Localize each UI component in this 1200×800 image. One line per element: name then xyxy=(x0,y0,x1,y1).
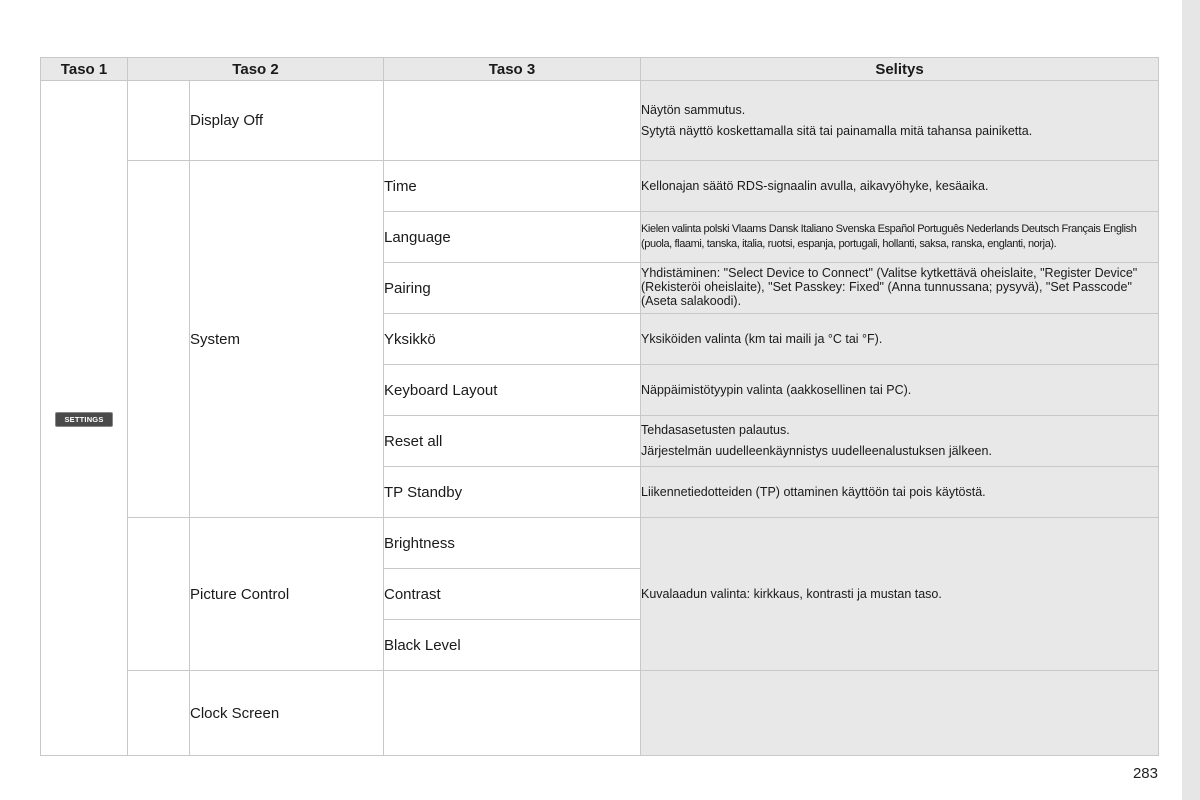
desc-display-off xyxy=(641,81,1159,161)
level3-time: Time xyxy=(384,161,641,212)
desc-tp-standby: Liikennetiedotteiden (TP) ottaminen käyttöön tai pois käytöstä. xyxy=(641,467,1159,518)
level1-cell xyxy=(41,81,128,756)
table-row xyxy=(41,671,1159,756)
level3-contrast: Contrast xyxy=(384,569,641,620)
table-row xyxy=(41,161,1159,212)
desc-line: Järjestelmän uudelleenkäynnistys uudelleenalustuksen jälkeen. xyxy=(641,444,992,458)
level3-keyboard-layout: Keyboard Layout xyxy=(384,365,641,416)
desc-line: Sytytä näyttö koskettamalla sitä tai painamalla mitä tahansa painiketta. xyxy=(641,123,1033,138)
settings-button-icon: SETTINGS xyxy=(55,412,112,427)
icon-cell xyxy=(128,518,190,671)
page-number: 283 xyxy=(1132,765,1158,782)
header-taso-2: Taso 2 xyxy=(128,58,384,81)
desc-time: Kellonajan säätö RDS-signaalin avulla, aikavyöhyke, kesäaika. xyxy=(641,161,1159,212)
table-row xyxy=(41,518,1159,569)
desc-language: Kielen valinta polski Vlaams Dansk Italiano Svenska Español Português Nederlands Deutsch Français English (puola, flaami, tanska, italia, ruotsi, espanja, portugali, hollanti, saksa, ranska, englanti, norja). xyxy=(641,212,1159,263)
desc-pairing: Yhdistäminen: "Select Device to Connect" (Valitse kytkettävä oheislaite, "Register Device" (Rekisteröi oheislaite), "Set Passkey: Fixed" (Anna tunnussana; pysyvä), "Set Passcode" (Aseta salakoodi). xyxy=(641,263,1159,314)
level3-black-level: Black Level xyxy=(384,620,641,671)
level3-brightness: Brightness xyxy=(384,518,641,569)
header-taso-3: Taso 3 xyxy=(384,58,641,81)
page-edge-strip xyxy=(1182,0,1200,800)
level3-pairing: Pairing xyxy=(384,263,641,314)
desc-clock-screen xyxy=(641,671,1159,756)
level3-yksikko: Yksikkö xyxy=(384,314,641,365)
level2-display-off: Display Off xyxy=(190,81,384,161)
level3-tp-standby: TP Standby xyxy=(384,467,641,518)
header-selitys: Selitys xyxy=(641,58,1159,81)
level3-reset-all: Reset all xyxy=(384,416,641,467)
desc-yksikko: Yksiköiden valinta (km tai maili ja °C tai °F). xyxy=(641,314,1159,365)
desc-line: Näytön sammutus. xyxy=(641,102,746,117)
desc-keyboard-layout: Näppäimistötyypin valinta (aakkosellinen tai PC). xyxy=(641,365,1159,416)
desc-reset-all xyxy=(641,416,1159,467)
header-row xyxy=(41,58,1159,81)
desc-line: Tehdasasetusten palautus. xyxy=(641,423,790,438)
level3-empty-cell xyxy=(384,81,641,161)
level2-clock-screen: Clock Screen xyxy=(190,671,384,756)
settings-menu-table xyxy=(40,57,1159,756)
level3-empty-cell xyxy=(384,671,641,756)
icon-cell xyxy=(128,161,190,518)
level3-language: Language xyxy=(384,212,641,263)
desc-picture-control: Kuvalaadun valinta: kirkkaus, kontrasti ja mustan taso. xyxy=(641,518,1159,671)
header-taso-1: Taso 1 xyxy=(41,58,128,81)
icon-cell xyxy=(128,81,190,161)
table-row xyxy=(41,81,1159,161)
level2-picture-control: Picture Control xyxy=(190,518,384,671)
icon-cell xyxy=(128,671,190,756)
level2-system: System xyxy=(190,161,384,518)
